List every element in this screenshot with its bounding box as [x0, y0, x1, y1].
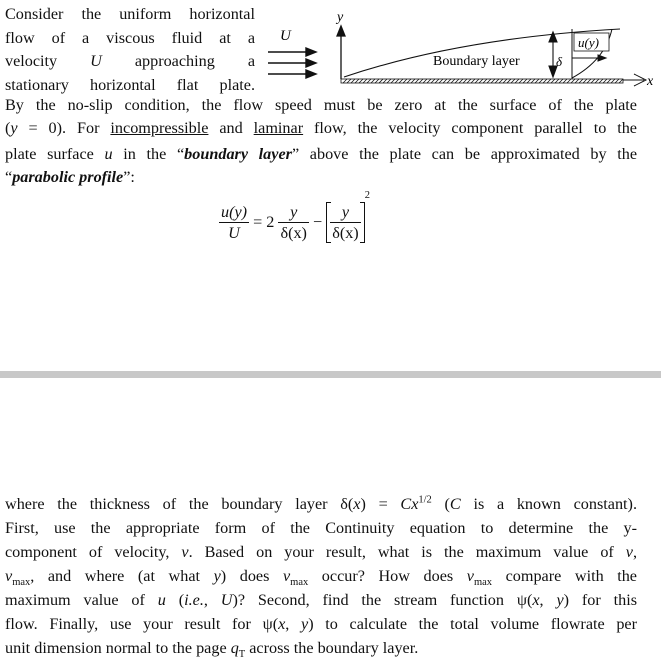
intro-line-2	[5, 26, 255, 50]
intro-velocity-symbol: U	[90, 52, 102, 70]
bottom-line-3	[5, 540, 637, 564]
first-denominator: δ(x)	[280, 223, 307, 242]
section-separator	[0, 371, 661, 378]
lhs-numerator: u(y)	[221, 202, 248, 221]
second-denominator: δ(x)	[332, 223, 359, 242]
bottom-l4-max: max	[12, 577, 31, 589]
bottom-l4-max3: max	[473, 577, 493, 589]
x-axis-arrow	[623, 74, 646, 86]
y-axis-arrow	[337, 26, 345, 79]
intro-velocity-word: velocity	[5, 52, 58, 70]
bottom-l5-u: u	[157, 591, 166, 609]
bottom-line-5	[5, 588, 637, 612]
bracketed-term	[326, 202, 365, 243]
para-l3-start: plate surface	[5, 145, 105, 163]
bottom-l3-v: v	[181, 543, 189, 561]
bottom-l4-v3: v	[466, 567, 474, 585]
bottom-l5-a: maximum value of	[5, 591, 158, 609]
boundary-layer-diagram	[260, 8, 658, 90]
para-l3-mid: in the “	[112, 145, 185, 163]
y-axis-label: y	[337, 10, 344, 25]
bottom-l4-y: y	[213, 567, 221, 585]
bottom-l7-a: unit dimension normal to the page	[5, 639, 231, 657]
bottom-l6-x: x	[278, 615, 286, 633]
intro-line-1	[5, 2, 255, 26]
para-line-1	[5, 93, 637, 117]
para-l2-y: y	[10, 119, 18, 137]
bottom-l5-c: ,	[203, 591, 221, 609]
bottom-l5-f: ) for this	[563, 591, 638, 609]
intro-line-1-text: Consider the uniform horizontal	[5, 5, 255, 23]
bottom-l2-text: First, use the appropriate form of the Continuity equation to determine the y-	[5, 519, 637, 537]
bottom-l6-y: y	[301, 615, 309, 633]
bottom-line-4	[5, 564, 637, 588]
bottom-l1-d: is a known constant).	[460, 495, 637, 513]
bottom-l5-x: x	[532, 591, 540, 609]
para-line-4	[5, 165, 135, 189]
bottom-l4-b: ) does	[220, 567, 283, 585]
equals-two: = 2	[253, 212, 275, 231]
square-exponent: 2	[364, 190, 370, 201]
lhs-fraction	[219, 202, 249, 243]
bottom-l3-a: component of velocity,	[5, 543, 182, 561]
bottom-l5-d: )? Second, find the stream function ψ(	[232, 591, 533, 609]
laminar-term: laminar	[253, 119, 304, 137]
bottom-l4-max2: max	[290, 577, 309, 589]
bottom-l1-constant: C	[449, 495, 461, 513]
para-l2-mid: = 0). For	[17, 119, 111, 137]
intro-article: a	[247, 52, 256, 70]
para-line-2	[5, 116, 637, 140]
bottom-line-2	[5, 516, 637, 540]
bottom-l4-v2: v	[282, 567, 291, 585]
flat-plate	[341, 79, 623, 83]
bottom-l3-b: . Based on your result, what is the maximum value of	[188, 543, 626, 561]
bottom-l7-q: q	[230, 639, 239, 657]
minus-sign: −	[313, 212, 323, 231]
boundary-layer-term: boundary layer	[184, 145, 292, 163]
para-l3-u: u	[104, 145, 113, 163]
bottom-l6-c: ) to calculate the total volume flowrate per	[308, 615, 638, 633]
intro-line-3	[5, 49, 255, 73]
thickness-delta-label: δ	[556, 54, 563, 69]
para-line-3	[5, 142, 637, 166]
para-l2-open: (	[5, 119, 11, 137]
bottom-line-6	[5, 612, 637, 636]
bottom-l4-a: , and where (at what	[30, 567, 214, 585]
bottom-l5-U: U	[220, 591, 233, 609]
intro-line-4-text: stationary horizontal flat plate.	[5, 76, 255, 94]
bottom-l7-b: across the boundary layer.	[245, 639, 419, 657]
incompressible-term: incompressible	[110, 119, 209, 137]
bottom-l1-cx: Cx	[400, 495, 419, 513]
bottom-l6-b: ,	[285, 615, 302, 633]
bottom-line-7	[5, 636, 418, 660]
parabolic-profile-equation	[219, 190, 370, 243]
intro-line-2-text: flow of a viscous fluid at a	[5, 29, 255, 47]
para-l3-end: ” above the plate can be approximated by the	[291, 145, 638, 163]
bottom-l7-T: T	[238, 649, 246, 661]
para-l4-open: “	[5, 168, 13, 186]
first-fraction	[278, 202, 309, 243]
bottom-l5-e: ,	[539, 591, 557, 609]
bottom-l1-x: x	[353, 495, 361, 513]
para-l2-and: and	[208, 119, 254, 137]
first-numerator: y	[290, 202, 298, 221]
bottom-l5-y: y	[556, 591, 564, 609]
bottom-l3-c: ,	[632, 543, 637, 561]
parabolic-profile-term: parabolic profile	[12, 168, 124, 186]
para-l4-end: ”:	[123, 168, 135, 186]
velocity-label: u(y)	[578, 35, 599, 50]
bottom-l4-c: occur? How does	[308, 567, 467, 585]
bottom-l1-exponent: 1/2	[418, 494, 432, 506]
flow-velocity-label: U	[280, 28, 291, 44]
para-l2-end: flow, the velocity component parallel to the	[303, 119, 637, 137]
bottom-l5-b: (	[165, 591, 185, 609]
flow-arrows	[268, 48, 316, 78]
boundary-layer-label: Boundary layer	[433, 54, 520, 69]
bottom-l1-a: where the thickness of the boundary layer δ(	[5, 495, 354, 513]
bottom-line-1	[5, 492, 637, 516]
bottom-l5-ie: i.e.	[184, 591, 204, 609]
bottom-l1-c: (	[431, 495, 450, 513]
bottom-l6-a: flow. Finally, use your result for ψ(	[5, 615, 279, 633]
lhs-denominator: U	[228, 223, 240, 242]
bottom-l4-d: compare with the	[492, 567, 637, 585]
bottom-l1-b: ) =	[360, 495, 401, 513]
para-line-1-text: By the no-slip condition, the flow speed must be zero at the surface of the plate	[5, 96, 637, 114]
x-axis-label: x	[647, 74, 654, 89]
bottom-l3-v2: v	[625, 543, 633, 561]
bottom-l4-v: v	[5, 567, 13, 585]
intro-approaching-word: approaching	[134, 52, 215, 70]
second-numerator: y	[341, 202, 350, 221]
